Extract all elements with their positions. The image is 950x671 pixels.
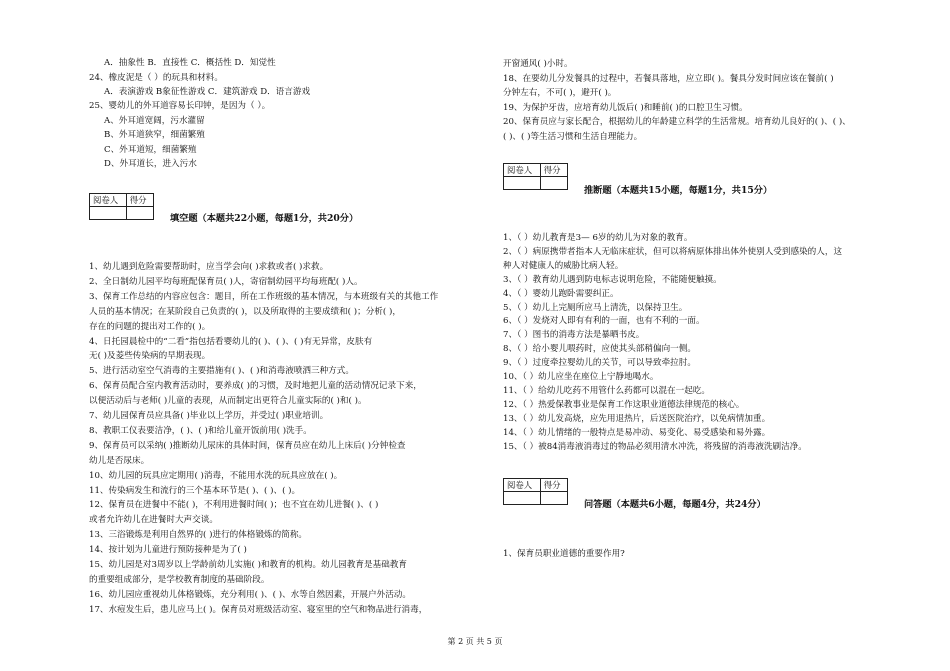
score-cell [126, 207, 153, 220]
fill-question-line: 13、三浴锻炼是利用自然界的( )进行的体格锻炼的简称。 [89, 530, 308, 541]
judge-question-line: 8、（ ）给小婴儿喂药时，应使其头部稍偏向一侧。 [503, 344, 696, 355]
fill-question-line: 15、幼儿园是对3周岁以上学龄前幼儿实施( )和教育的机构。幼儿园教育是基础教育 [89, 560, 408, 570]
q24-options: A．表演游戏 B象征性游戏 C．建筑游戏 D．语言游戏 [104, 87, 311, 97]
fill-question-line: 14、按计划为儿童进行预防接种是为了( ) [89, 545, 247, 556]
fill-question-line: 以便活动后与老师( )儿童的表现，从而制定出更符合儿童实际的( )和( )。 [89, 396, 367, 407]
q25-text: 25、婴幼儿的外耳道容易长印钟，是因为（ ）。 [89, 101, 271, 111]
score-label: 得分 [540, 479, 567, 492]
judge-question-line: 11、（ ）给幼儿吃药不用管什么药都可以混在一起吃。 [503, 385, 711, 396]
score-table-judge [503, 163, 568, 190]
fill-question-line: 或者允许幼儿在进餐时大声交谈。 [89, 515, 218, 526]
judge-question-line: 种人对健康人的威胁比病人轻。 [503, 260, 624, 271]
q25-option-b: B、外耳道狭窄，细菌繁殖 [104, 130, 205, 140]
reviewer-label: 阅卷人 [504, 479, 541, 492]
fill-question-line: 无( )及菱些传染病的早期表现。 [89, 351, 211, 362]
fill-question-line: 1、幼儿遇到危险需要帮助时，应当学会向( )求救或者( )求救。 [89, 262, 329, 272]
reviewer-cell [90, 207, 127, 220]
judge-question-line: 5、（ ）幼儿上完厕所应马上清洗，以保持卫生。 [503, 302, 688, 313]
judge-question-line: 6、（ ）发烧对人即有有利的一面，也有不利的一面。 [503, 316, 705, 327]
score-table-fill [89, 193, 154, 220]
right-question-line: 开窗通风( )小时。 [503, 59, 573, 69]
fill-question-line: 5、进行活动室空气消毒的主要措施有( )、( )和消毒液喷洒三种方式。 [89, 366, 354, 377]
q25-option-a: A、外耳道宽阔，污水灌留 [104, 116, 205, 126]
judge-question-line: 4、（ ）婴幼儿跑卧需要纠正。 [503, 288, 619, 299]
judge-question-line: 14、（ ）幼儿情绪的一般特点是易冲动、易变化、易受感染和易外露。 [503, 427, 771, 438]
reviewer-cell [504, 492, 541, 505]
fill-question-line: 2、全日制幼儿园平均每班配保育员( )人，寄宿制幼园平均每班配( )人。 [89, 276, 363, 287]
q25-option-d: D、外耳道长，进入污水 [104, 159, 197, 169]
fill-question-line: 6、保育员配合室内教育活动时，要养成( )的习惯，及时地把儿童的活动情况记录下来， [89, 381, 422, 392]
fill-question-line: 7、幼儿园保育员应具备( )毕业以上学历，并受过( )职业培训。 [89, 411, 329, 421]
fill-question-line: 9、保育员可以采纳( )推断幼儿尿床的具体时间，保育员应在幼儿上床后( )分钟检查 [89, 440, 406, 451]
judge-question-line: 1、（ ）幼儿教育是3— 6岁的幼儿为对象的教育。 [503, 233, 693, 243]
fill-question-line: 4、日托园晨检中的“二看”指包括看婴幼儿的( )、( )、( )有无异常，皮肤有 [89, 336, 373, 347]
score-label: 得分 [540, 164, 567, 177]
score-table-essay [503, 478, 568, 505]
q25-option-c: C、外耳道短，细菌繁殖 [104, 145, 197, 155]
fill-question-line: 8、教职工仪表要洁净，( )、( )和给儿童开饭前用( )洗手。 [89, 425, 312, 436]
reviewer-cell [504, 177, 541, 190]
fill-question-line: 的重要组成部分，是学校教育制度的基础阶段。 [89, 574, 270, 585]
judge-question-line: 2、（ ）病原携带者指本人无临床症状，但可以将病原体排出体外使别人受到感染的人，这 [503, 246, 843, 257]
fill-question-line: 11、传染病发生和流行的三个基本环节是( )、( )、( )。 [89, 485, 301, 496]
right-question-line: ( )、( )等生活习惯和生活自理能力。 [503, 132, 643, 142]
judge-question-line: 15、（ ）被84消毒液消毒过的物品必须用清水冲洗，将残留的消毒液洗刷洁净。 [503, 441, 807, 452]
fill-question-line: 存在的问题的提出对工作的( )。 [89, 321, 211, 332]
judge-question-line: 7、（ ）图书的消毒方法是暴晒书皮。 [503, 330, 645, 341]
right-question-line: 20、保育员应与家长配合，根据幼儿的年龄建立科学的生活常规。培育幼儿良好的( )、( )、 [503, 117, 851, 128]
fill-section-title: 填空题（本题共22小题，每题1分，共20分） [170, 213, 359, 224]
judge-question-line: 12、（ ）热爱保教事业是保育工作这职业道德法律规范的核心。 [503, 399, 745, 410]
fill-question-line: 16、幼儿园应重视幼儿体格锻炼，充分利用( )、( )、水等自然因素，开展户外活动。 [89, 589, 411, 600]
score-cell [540, 177, 567, 190]
essay-question-1: 1、保育员职业道德的重要作用? [503, 549, 625, 559]
score-cell [540, 492, 567, 505]
judge-question-line: 10、（ ）幼儿应坐在座位上宁静地喝水。 [503, 372, 659, 382]
reviewer-label: 阅卷人 [90, 194, 127, 207]
right-question-line: 18、在要幼儿分发餐具的过程中，若餐具落地，应立即( )。餐具分发时间应该在餐前( ) [503, 73, 834, 84]
fill-question-line: 幼儿是否尿床。 [89, 455, 150, 466]
right-question-line: 19、为保护牙齿，应培育幼儿饭后( )和睡前( )的口腔卫生习惯。 [503, 102, 748, 113]
right-question-line: 分钟左右，不可( )，避开( )。 [503, 88, 617, 99]
page-footer: 第 2 页 共 5 页 [447, 637, 503, 646]
fill-question-line: 人员的基本情况；在某阶段自己负责的( )，以及所取得的主要成绩和( )；分析( )， [89, 306, 401, 317]
reviewer-label: 阅卷人 [504, 164, 541, 177]
fill-question-line: 10、幼儿园的玩具应定期用( )消毒，不能用水洗的玩具应放在( )。 [89, 470, 343, 481]
judge-section-title: 推断题（本题共15小题，每题1分，共15分） [584, 185, 773, 196]
judge-question-line: 9、（ ）过度牵拉婴幼儿的关节，可以导致牵拉肘。 [503, 358, 696, 369]
essay-section-title: 问答题（本题共6小题，每题4分，共24分） [584, 499, 766, 510]
judge-question-line: 3、（ ）教育幼儿遇到防电标志说明危险，不能随便触摸。 [503, 274, 722, 285]
fill-question-line: 17、水痘发生后，患儿应马上( )。保育员对班级活动室、寝室里的空气和物品进行消毒， [89, 604, 428, 615]
q23-options: A．抽象性 B．直接性 C．概括性 D．知觉性 [104, 58, 276, 68]
q24-text: 24、橡皮泥是（ ）的玩具和材料。 [89, 73, 223, 83]
fill-question-line: 3、保育工作总结的内容应包含：题目，所在工作班级的基本情况，与本班级有关的其他工作 [89, 291, 439, 302]
fill-question-line: 12、保育员在进餐中不能( )，不利用进餐时间( )；也不宜在幼儿进餐( )、( ) [89, 500, 379, 511]
score-label: 得分 [126, 194, 153, 207]
judge-question-line: 13、（ ）幼儿发高烧，应先用退热片，后送医院治疗，以免病情加重。 [503, 413, 771, 424]
